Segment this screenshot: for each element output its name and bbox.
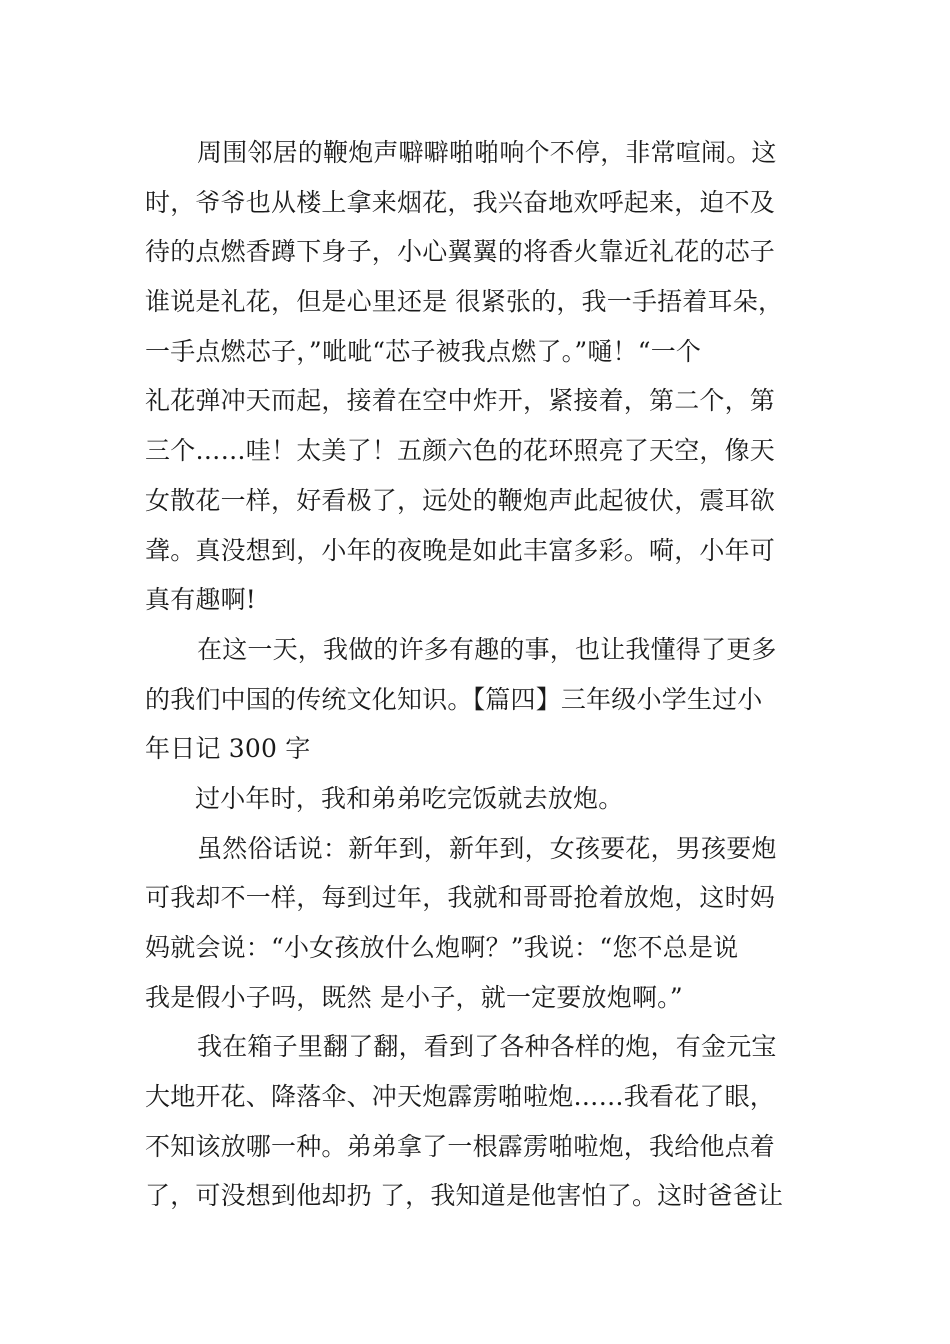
text-line: 三个……哇！太美了！五颜六色的花环照亮了天空，像天 (145, 436, 776, 466)
text-line: 不知该放哪一种。弟弟拿了一根霹雳啪啦炮，我给他点着 (145, 1131, 776, 1161)
text-line: 真有趣啊! (145, 585, 257, 615)
text-line: 周围邻居的鞭炮声噼噼啪啪响个不停，非常喧闹。这 (197, 138, 777, 167)
document-body (145, 128, 810, 1221)
text-line: 虽然俗话说：新年到，新年到，女孩要花，男孩要炮 (197, 833, 777, 863)
text-line: 礼花弹冲天而起，接着在空中炸开，紧接着，第二个，第 (145, 386, 776, 416)
text-line: 可我却不一样，每到过年，我就和哥哥抢着放炮，这时妈 (145, 883, 776, 913)
text-line: 聋。真没想到，小年的夜晚是如此丰富多彩。嗬，小年可 (145, 535, 776, 565)
text-line: 年日记 300 字 (145, 734, 311, 764)
text-line: 了，可没想到他却扔 了，我知道是他害怕了。这时爸爸让 (145, 1181, 784, 1211)
text-line: 一手点燃芯子，”呲呲“芯子被我点燃了。”嗵！“一个 (145, 336, 702, 366)
text-line: 在这一天，我做的许多有趣的事，也让我懂得了更多 (197, 634, 777, 664)
text-line: 大地开花、降落伞、冲天炮霹雳啪啦炮……我看花了眼， (145, 1082, 776, 1112)
text-line: 时，爷爷也从楼上拿来烟花，我兴奋地欢呼起来，迫不及 (145, 187, 776, 217)
text-line: 妈就会说：“小女孩放什么炮啊？”我说：“您不总是说 (145, 933, 739, 962)
text-line: 谁说是礼花，但是心里还是 很紧张的，我一手捂着耳朵， (145, 287, 784, 317)
text-line: 我是假小子吗，既然 是小子，就一定要放炮啊。” (145, 982, 683, 1012)
text-line: 待的点燃香蹲下身子，小心翼翼的将香火靠近礼花的芯子 (145, 237, 776, 267)
text-line: 我在箱子里翻了翻，看到了各种各样的炮，有金元宝 (197, 1032, 777, 1062)
text-line: 的我们中国的传统文化知识。【篇四】三年级小学生过小 (145, 684, 763, 714)
text-line: 女散花一样，好看极了，远处的鞭炮声此起彼伏，震耳欲 (145, 485, 776, 515)
text-line: 过小年时，我和弟弟吃完饭就去放炮。 (195, 783, 624, 813)
